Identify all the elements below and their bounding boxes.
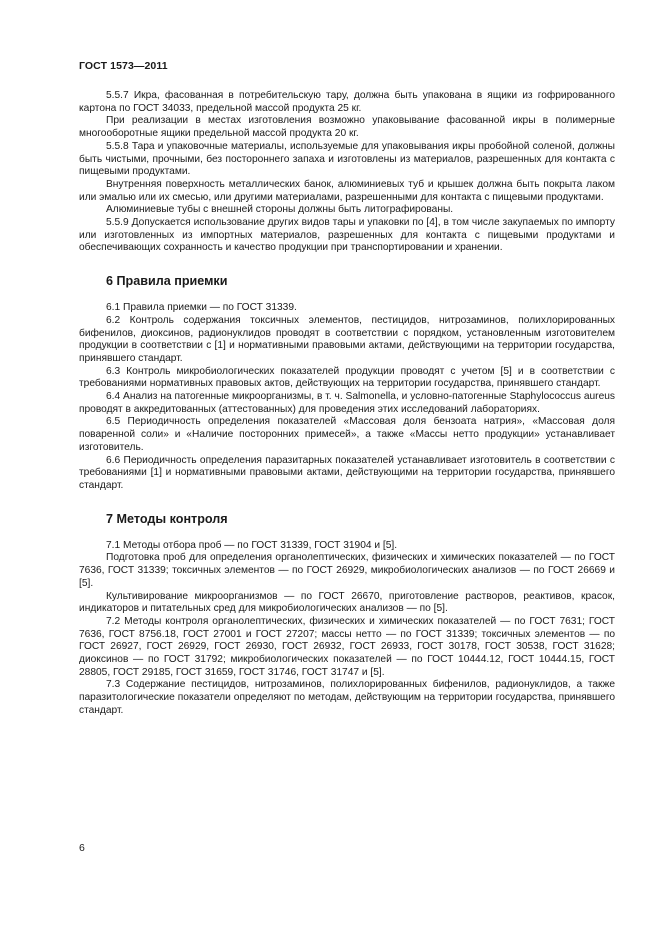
paragraph-6-1: 6.1 Правила приемки — по ГОСТ 31339. [106, 302, 297, 314]
paragraph-cultivation: Культивирование микроорганизмов — по ГОСТ 26670, приготовление растворов, реактивов, красок, индикаторов и питательных сред для микробиологических анализов — по [5]. [79, 590, 615, 615]
paragraph-inner-surface: Внутренняя поверхность металлических банок, алюминиевых туб и крышек должна быть покрыта лаком или эмалью или их смесью, или другими материалами, разрешенными для контакта с пищевыми продуктами. [79, 178, 615, 203]
paragraph-6-2: 6.2 Контроль содержания токсичных элементов, пестицидов, нитрозаминов, полихлорированных бифенилов, диоксинов, радионуклидов проводят в соответствии с порядком, установленным изготовителем продукции в соответствии с [1] и нормативными правовыми актами, действующими на территории государства, принявшего стандарт. [79, 314, 615, 364]
paragraph-5-5-9: 5.5.9 Допускается использование других видов тары и упаковки по [4], в том числе закупаемых по импорту или изготовленных из импортных материалов, разрешенных для контакта с пищевыми продуктами и обеспечивающих сохранность и качество продукции при транспортировании и хранении. [79, 217, 615, 254]
paragraph-7-2: 7.2 Методы контроля органолептических, физических и химических показателей — по ГОСТ 7631; ГОСТ 7636, ГОСТ 8756.18, ГОСТ 27001 и ГОСТ 27207; массы нетто — по ГОСТ 31339; токсичных элементов — по ГОСТ 26927, ГОСТ 26929, ГОСТ 26930, ГОСТ 26932, ГОСТ 26933, ГОСТ 30178, ГОСТ 30538, ГОСТ 31628; диоксинов — по ГОСТ 31792; микробиологических показателей — по ГОСТ 10444.12, ГОСТ 10444.15, ГОСТ 28805, ГОСТ 29185, ГОСТ 31659, ГОСТ 31746, ГОСТ 31747 и [5]. [79, 615, 615, 678]
paragraph-5-5-8: 5.5.8 Тара и упаковочные материалы, используемые для упаковывания икры пробойной соленой, должны быть чистыми, прочными, без постороннего запаха и изготовлены из материалов, разрешенных для контакта с пищевыми продуктами. [79, 140, 615, 178]
document-header: ГОСТ 1573—2011 [79, 60, 168, 72]
paragraph-7-1: 7.1 Методы отбора проб — по ГОСТ 31339, ГОСТ 31904 и [5]. [106, 539, 398, 551]
document-body [79, 90, 615, 718]
paragraph-6-5: 6.5 Периодичность определения показателей «Массовая доля бензоата натрия», «Массовая доля поваренной соли» и «Наличие посторонних примесей», а также «Массы нетто продукции» устанавливает изготовитель. [79, 416, 615, 453]
paragraph-6-3: 6.3 Контроль микробиологических показателей продукции проводят с учетом [5] и в соответствии с требованиями нормативных правовых актов, действующих на территории государства, принявшего стандарт. [79, 365, 615, 390]
paragraph-aluminum-tubes: Алюминиевые тубы с внешней стороны должны быть литографированы. [106, 204, 454, 216]
paragraph-7-3: 7.3 Содержание пестицидов, нитрозаминов, полихлорированных бифенилов, радионуклидов, а также паразитологические показатели определяют по методам, действующим на территории государства, принявшего стандарт. [79, 679, 615, 716]
paragraph-6-4: 6.4 Анализ на патогенные микроорганизмы, в т. ч. Salmonella, и условно-патогенные Staphylococcus aureus проводят в аккредитованных (аттестованных) для проведения этих исследований лабораториях. [79, 391, 615, 415]
paragraph-5-5-7: 5.5.7 Икра, фасованная в потребительскую тару, должна быть упакована в ящики из гофрированного картона по ГОСТ 34033, предельной массой продукта 25 кг. [79, 90, 615, 114]
section-7-title: 7 Методы контроля [106, 511, 228, 526]
page-number: 6 [79, 842, 85, 854]
section-6-title: 6 Правила приемки [106, 274, 228, 289]
paragraph-sample-preparation: Подготовка проб для определения органолептических, физических и химических показателей — по ГОСТ 7636, ГОСТ 31339; токсичных элементов — по ГОСТ 26929, микробиологических анализов — по ГОСТ 26669 и [5]. [79, 552, 615, 589]
paragraph-retail-packaging: При реализации в местах изготовления возможно упаковывание фасованной икры в полимерные многооборотные ящики предельной массой продукта 20 кг. [79, 115, 615, 140]
paragraph-6-6: 6.6 Периодичность определения паразитарных показателей устанавливает изготовитель в соответствии с требованиями [1] и нормативными правовыми актами, действующими на территории государства, принявшего стандарт. [79, 454, 615, 491]
